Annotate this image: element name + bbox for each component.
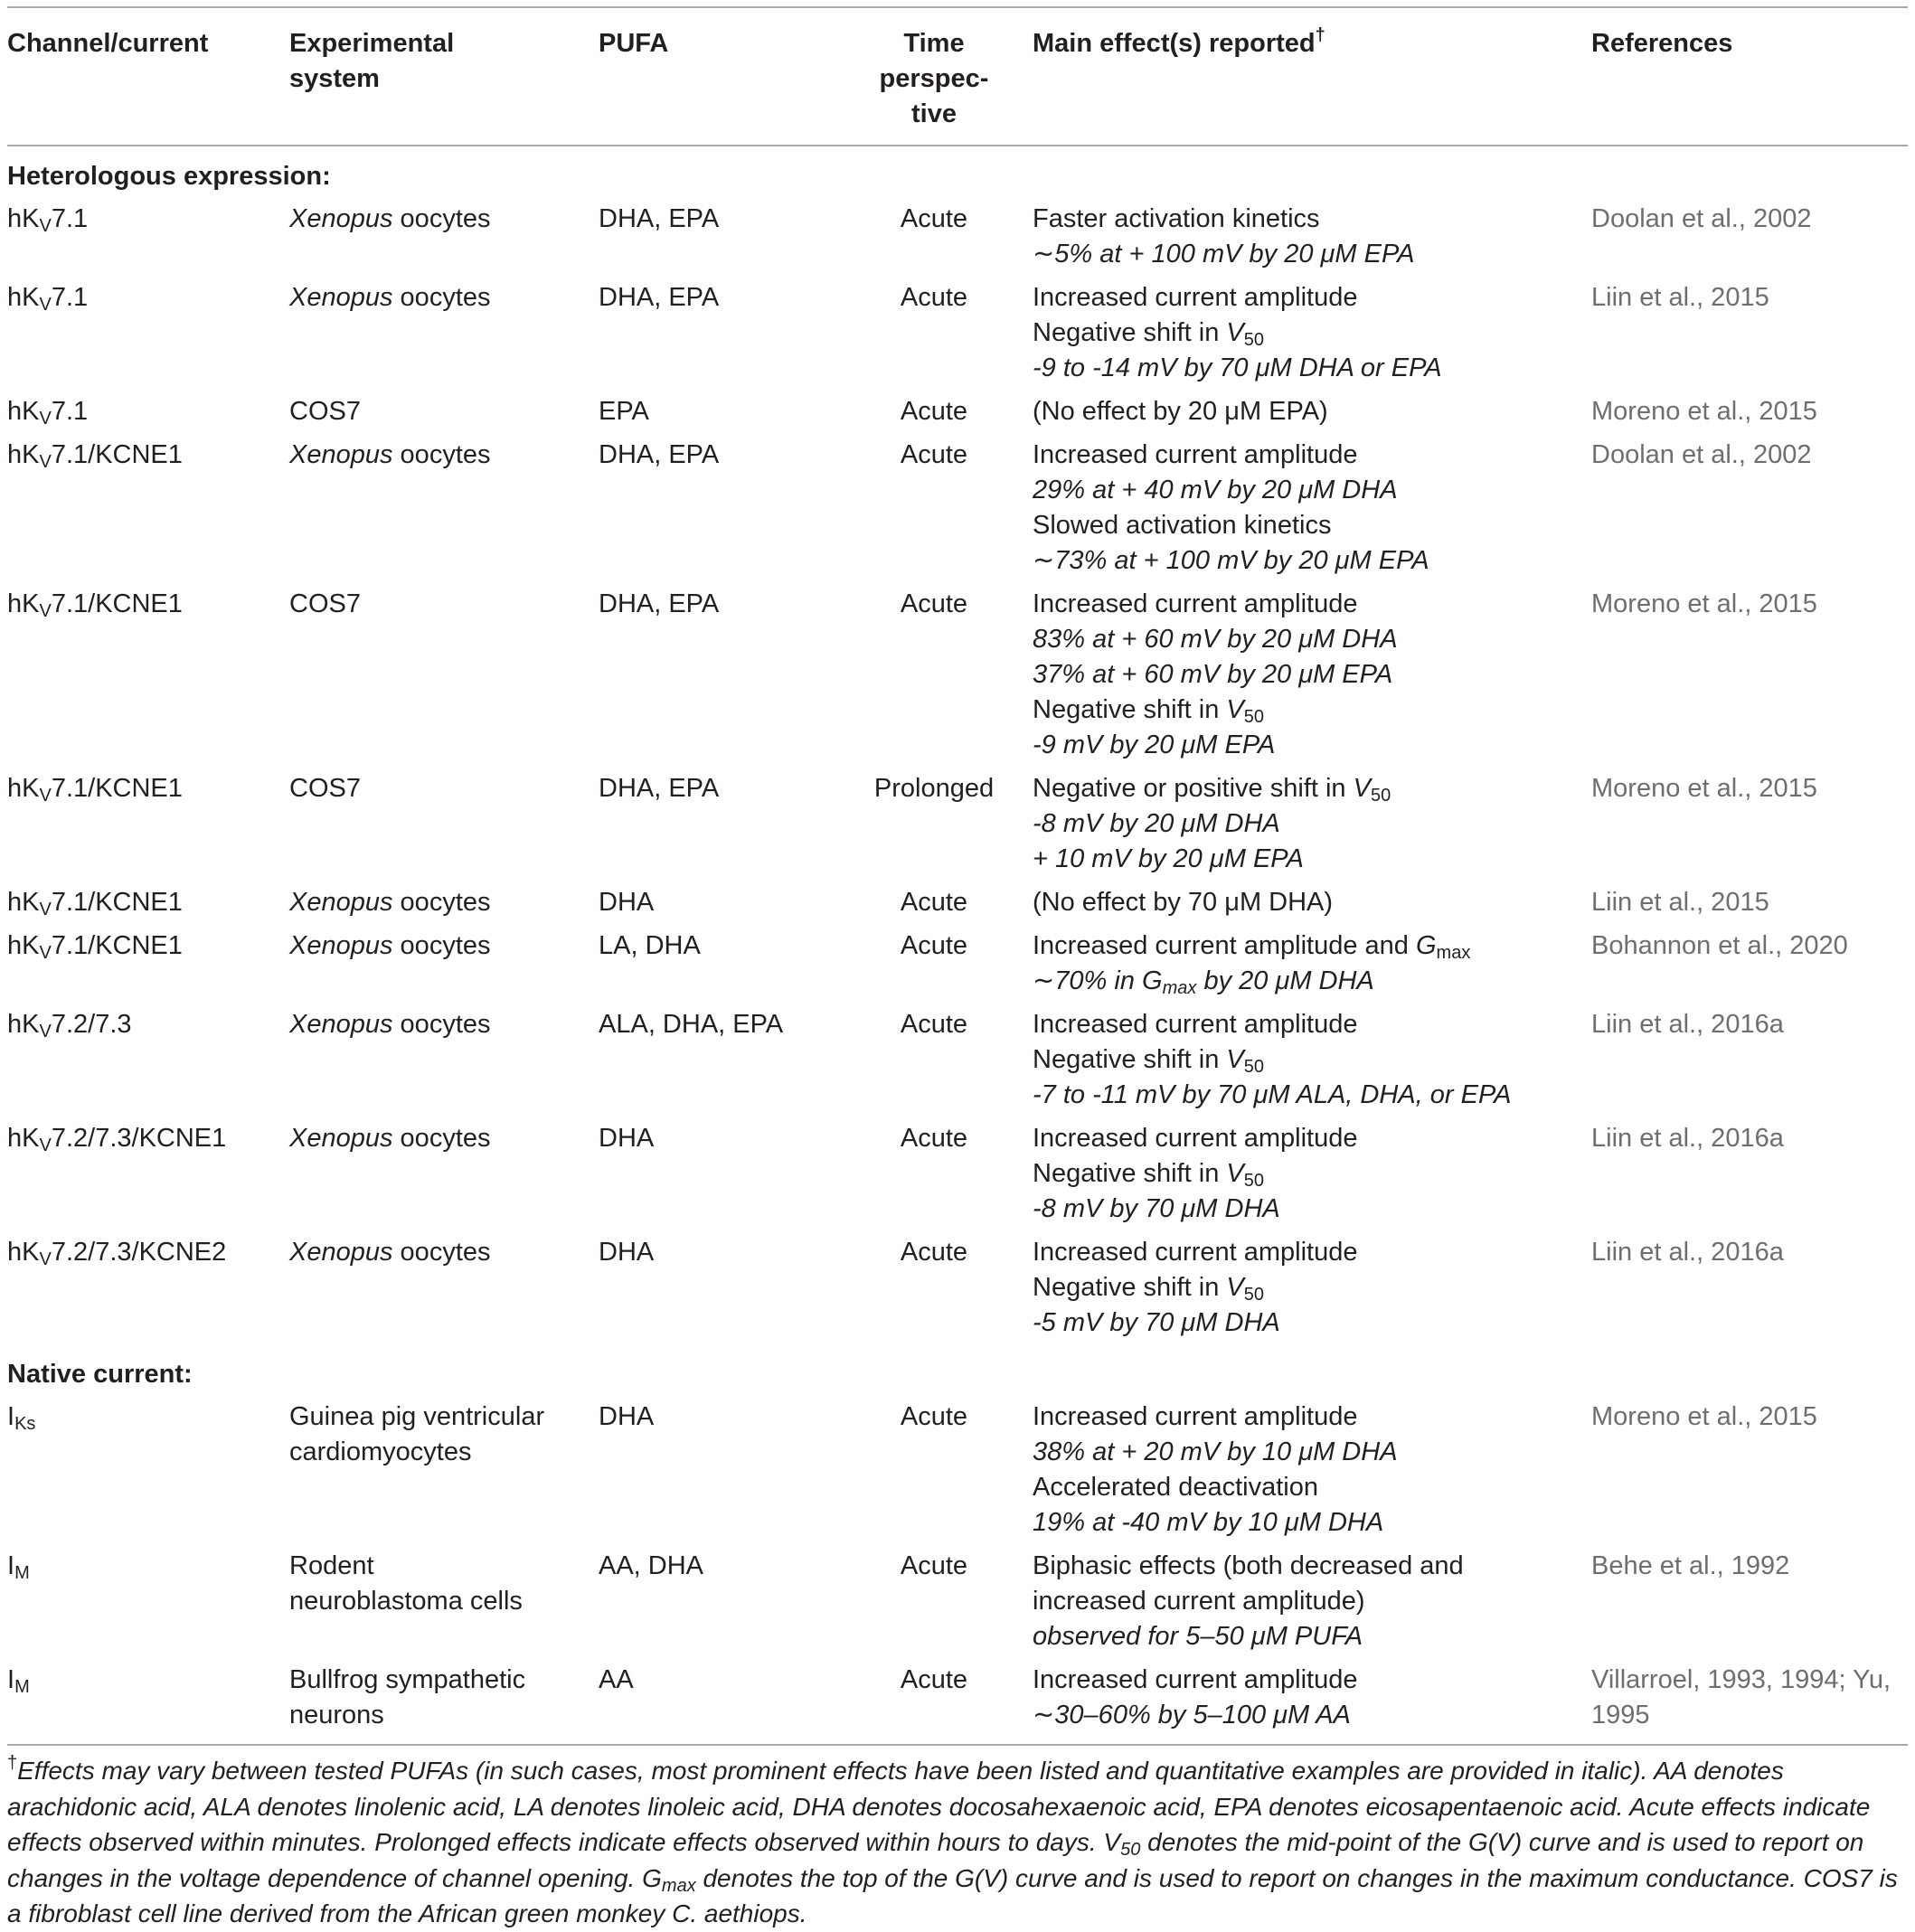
effect-line: Accelerated deactivation bbox=[1033, 1473, 1318, 1502]
table-body bbox=[7, 146, 1908, 1745]
reference-cell: Behe et al., 1992 bbox=[1591, 1551, 1790, 1580]
time-cell: Acute bbox=[843, 1658, 1033, 1745]
reference-cell: Liin et al., 2016a bbox=[1591, 1238, 1784, 1267]
table-row bbox=[7, 1117, 1908, 1230]
time-cell: Acute bbox=[900, 1551, 968, 1580]
reference-cell: Doolan et al., 2002 bbox=[1591, 204, 1812, 233]
effects-cell bbox=[1033, 881, 1591, 924]
effect-line: ∼30–60% by 5–100 μM AA bbox=[1033, 1701, 1351, 1729]
effect-line: -9 mV by 20 μM EPA bbox=[1033, 730, 1276, 759]
system-cell: COS7 bbox=[289, 589, 361, 618]
effects-cell bbox=[1033, 767, 1591, 881]
pufa-cell: DHA bbox=[599, 1238, 655, 1267]
effect-line: -8 mV by 70 μM DHA bbox=[1033, 1194, 1280, 1223]
effects-cell bbox=[1033, 1003, 1591, 1117]
table-footnote: †Effects may vary between tested PUFAs (in such cases, most prominent effects have been listed and quantitative examples are provided in italic). AA denotes arachidonic acid, ALA denotes linolenic acid, LA denotes linoleic acid, DHA denotes docosahexaenoic acid, EPA denotes eicosapentaenoic acid. Acute effects indicate effects observed within minutes. Prolonged effects indicate effects observed within hours to days. $V_{50}$ denotes the mid-point of the G(V) curve and is used to report on changes in the voltage dependence of channel opening. $G_{max}$ denotes the top of the G(V) curve and is used to report on changes in the maximum conductance. COS7 is a fibroblast cell line derived from the African green monkey C. aethiops. bbox=[7, 1753, 1898, 1927]
reference-cell: Moreno et al., 2015 bbox=[1591, 397, 1817, 426]
effect-line: 19% at -40 mV by 10 μM DHA bbox=[1033, 1508, 1384, 1537]
effect-line: Slowed activation kinetics bbox=[1033, 511, 1332, 540]
channel-cell: $hK_V7.1/KCNE1$ bbox=[7, 440, 183, 472]
effect-line: 37% at + 60 mV by 20 μM EPA bbox=[1033, 660, 1393, 689]
effect-line: + 10 mV by 20 μM EPA bbox=[1033, 844, 1304, 873]
effect-line: Negative shift in $V_{50}$ bbox=[1033, 695, 1264, 727]
time-cell: Acute bbox=[900, 888, 968, 917]
time-cell: Acute bbox=[900, 1402, 968, 1431]
effects-cell bbox=[1033, 390, 1591, 433]
table-page bbox=[0, 6, 1915, 1928]
effects-cell bbox=[1033, 582, 1591, 767]
header-pufa: PUFA bbox=[599, 7, 843, 146]
pufa-effects-table bbox=[7, 6, 1908, 1746]
table-row bbox=[7, 1392, 1908, 1544]
effect-line: Biphasic effects (both decreased and bbox=[1033, 1551, 1464, 1580]
system-cell: Bullfrog sympathetic neurons bbox=[289, 1658, 599, 1745]
channel-cell: $hK_V7.2/7.3/KCNE1$ bbox=[7, 1124, 227, 1155]
channel-cell: $hK_V7.1/KCNE1$ bbox=[7, 589, 183, 621]
reference-cell: Liin et al., 2016a bbox=[1591, 1124, 1784, 1153]
time-cell: Acute bbox=[900, 397, 968, 426]
channel-cell: $hK_V7.1/KCNE1$ bbox=[7, 888, 183, 919]
channel-cell: $hK_V7.1$ bbox=[7, 397, 89, 429]
effect-line: (No effect by 70 μM DHA) bbox=[1033, 888, 1334, 917]
pufa-cell: AA bbox=[599, 1658, 843, 1745]
table-row bbox=[7, 582, 1908, 767]
header-system: Experimental system bbox=[289, 7, 599, 146]
channel-cell: $hK_V7.1$ bbox=[7, 283, 89, 315]
header-references: References bbox=[1591, 7, 1908, 146]
channel-cell: $I_{Ks}$ bbox=[7, 1402, 36, 1434]
system-cell: Xenopus oocytes bbox=[289, 283, 491, 312]
effect-line: -8 mV by 20 μM DHA bbox=[1033, 809, 1280, 838]
reference-cell: Liin et al., 2015 bbox=[1591, 888, 1769, 917]
reference-cell: Villarroel, 1993, 1994; Yu, 1995 bbox=[1591, 1658, 1908, 1745]
effect-line: Increased current amplitude bbox=[1033, 440, 1358, 469]
dagger-mark: † bbox=[1315, 25, 1325, 45]
effect-line: observed for 5–50 μM PUFA bbox=[1033, 1622, 1363, 1651]
effect-line: Increased current amplitude bbox=[1033, 1665, 1358, 1694]
system-cell: COS7 bbox=[289, 397, 361, 426]
table-row bbox=[7, 1658, 1908, 1745]
effects-cell bbox=[1033, 1117, 1591, 1230]
effect-line: Increased current amplitude and $G_{max}$ bbox=[1033, 931, 1471, 963]
effect-line: Increased current amplitude bbox=[1033, 1124, 1358, 1153]
effect-line: Negative shift in $V_{50}$ bbox=[1033, 318, 1264, 350]
reference-cell: Liin et al., 2015 bbox=[1591, 283, 1769, 312]
effect-line: Negative shift in $V_{50}$ bbox=[1033, 1045, 1264, 1077]
header-channel: Channel/current bbox=[7, 7, 289, 146]
header-time: Time perspec- tive bbox=[843, 7, 1033, 146]
system-cell: Xenopus oocytes bbox=[289, 931, 491, 960]
time-cell: Acute bbox=[900, 1238, 968, 1267]
effect-line: Increased current amplitude bbox=[1033, 1238, 1358, 1267]
header-effects: Main effect(s) reported† bbox=[1033, 7, 1591, 146]
channel-cell: $hK_V7.2/7.3/KCNE2$ bbox=[7, 1238, 227, 1269]
pufa-cell: EPA bbox=[599, 397, 649, 426]
reference-cell: Doolan et al., 2002 bbox=[1591, 440, 1812, 469]
time-cell: Acute bbox=[900, 931, 968, 960]
effect-line: ∼73% at + 100 mV by 20 μM EPA bbox=[1033, 546, 1429, 575]
effect-line: 83% at + 60 mV by 20 μM DHA bbox=[1033, 625, 1398, 654]
system-cell: Xenopus oocytes bbox=[289, 1010, 491, 1039]
system-cell: COS7 bbox=[289, 774, 361, 803]
effect-line: Negative shift in $V_{50}$ bbox=[1033, 1159, 1264, 1191]
effects-cell bbox=[1033, 1658, 1591, 1745]
table-row bbox=[7, 1230, 1908, 1344]
table-row bbox=[7, 390, 1908, 433]
table-row bbox=[7, 276, 1908, 390]
effect-line: Increased current amplitude bbox=[1033, 1402, 1358, 1431]
pufa-cell: LA, DHA bbox=[599, 931, 701, 960]
pufa-cell: DHA, EPA bbox=[599, 774, 720, 803]
effect-line: Increased current amplitude bbox=[1033, 589, 1358, 618]
table-row bbox=[7, 1003, 1908, 1117]
pufa-cell: DHA, EPA bbox=[599, 589, 720, 618]
reference-cell: Liin et al., 2016a bbox=[1591, 1010, 1784, 1039]
system-cell: Xenopus oocytes bbox=[289, 204, 491, 233]
footnote-mark: † bbox=[7, 1753, 18, 1773]
pufa-cell: DHA bbox=[599, 888, 655, 917]
section-native: Native current: bbox=[7, 1360, 193, 1389]
table-row bbox=[7, 1544, 1908, 1658]
system-cell: Xenopus oocytes bbox=[289, 440, 491, 469]
effects-cell bbox=[1033, 433, 1591, 582]
effect-line: 29% at + 40 mV by 20 μM DHA bbox=[1033, 476, 1398, 504]
effect-line: Increased current amplitude bbox=[1033, 1010, 1358, 1039]
effect-line: Negative shift in $V_{50}$ bbox=[1033, 1273, 1264, 1305]
time-cell: Acute bbox=[900, 283, 968, 312]
system-cell: Xenopus oocytes bbox=[289, 888, 491, 917]
time-cell: Acute bbox=[900, 1124, 968, 1153]
effect-line: Negative or positive shift in $V_{50}$ bbox=[1033, 774, 1391, 806]
pufa-cell: ALA, DHA, EPA bbox=[599, 1010, 784, 1039]
pufa-cell: DHA, EPA bbox=[599, 440, 720, 469]
effect-line: ∼5% at + 100 mV by 20 μM EPA bbox=[1033, 240, 1415, 269]
pufa-cell: DHA bbox=[599, 1124, 655, 1153]
time-cell: Acute bbox=[900, 1010, 968, 1039]
section-heterologous: Heterologous expression: bbox=[7, 162, 331, 191]
reference-cell: Moreno et al., 2015 bbox=[1591, 774, 1817, 803]
effect-line: 38% at + 20 mV by 10 μM DHA bbox=[1033, 1437, 1398, 1466]
effects-cell bbox=[1033, 1392, 1591, 1544]
effect-line: Increased current amplitude bbox=[1033, 283, 1358, 312]
time-cell: Acute bbox=[900, 440, 968, 469]
time-cell: Acute bbox=[900, 589, 968, 618]
reference-cell: Moreno et al., 2015 bbox=[1591, 1402, 1817, 1431]
pufa-cell: DHA, EPA bbox=[599, 204, 720, 233]
channel-cell: $hK_V7.2/7.3$ bbox=[7, 1010, 132, 1041]
channel-cell: $hK_V7.1$ bbox=[7, 204, 89, 236]
system-cell: Xenopus oocytes bbox=[289, 1238, 491, 1267]
effect-line: -5 mV by 70 μM DHA bbox=[1033, 1308, 1280, 1337]
effects-cell bbox=[1033, 276, 1591, 390]
table-row bbox=[7, 433, 1908, 582]
pufa-cell: DHA bbox=[599, 1402, 655, 1431]
table-row bbox=[7, 767, 1908, 881]
effect-line: -7 to -11 mV by 70 μM ALA, DHA, or EPA bbox=[1033, 1080, 1512, 1109]
pufa-cell: DHA, EPA bbox=[599, 283, 720, 312]
system-cell: Xenopus oocytes bbox=[289, 1124, 491, 1153]
effect-line: increased current amplitude) bbox=[1033, 1587, 1365, 1616]
effects-cell bbox=[1033, 1230, 1591, 1344]
effect-line: -9 to -14 mV by 70 μM DHA or EPA bbox=[1033, 353, 1442, 382]
table-header bbox=[7, 7, 1908, 146]
effects-cell bbox=[1033, 924, 1591, 1003]
channel-cell: $I_M$ bbox=[7, 1551, 30, 1583]
system-cell: Guinea pig ventricular cardiomyocytes bbox=[289, 1402, 545, 1466]
time-cell: Acute bbox=[900, 204, 968, 233]
channel-cell: $hK_V7.1/KCNE1$ bbox=[7, 774, 183, 806]
reference-cell: Moreno et al., 2015 bbox=[1591, 589, 1817, 618]
table-row bbox=[7, 924, 1908, 1003]
effect-line: Faster activation kinetics bbox=[1033, 204, 1320, 233]
effects-cell bbox=[1033, 194, 1591, 276]
reference-cell: Bohannon et al., 2020 bbox=[1591, 931, 1848, 960]
effects-cell bbox=[1033, 1544, 1591, 1658]
effect-line: ∼70% in $G_{max}$ by 20 μM DHA bbox=[1033, 966, 1374, 998]
effect-line: (No effect by 20 μM EPA) bbox=[1033, 397, 1328, 426]
table-row bbox=[7, 881, 1908, 924]
table-row bbox=[7, 194, 1908, 276]
time-cell: Prolonged bbox=[873, 774, 995, 803]
system-cell: Rodent neuroblastoma cells bbox=[289, 1551, 523, 1616]
pufa-cell: AA, DHA bbox=[599, 1551, 704, 1580]
channel-cell: $I_M$ bbox=[7, 1658, 289, 1745]
channel-cell: $hK_V7.1/KCNE1$ bbox=[7, 931, 183, 963]
